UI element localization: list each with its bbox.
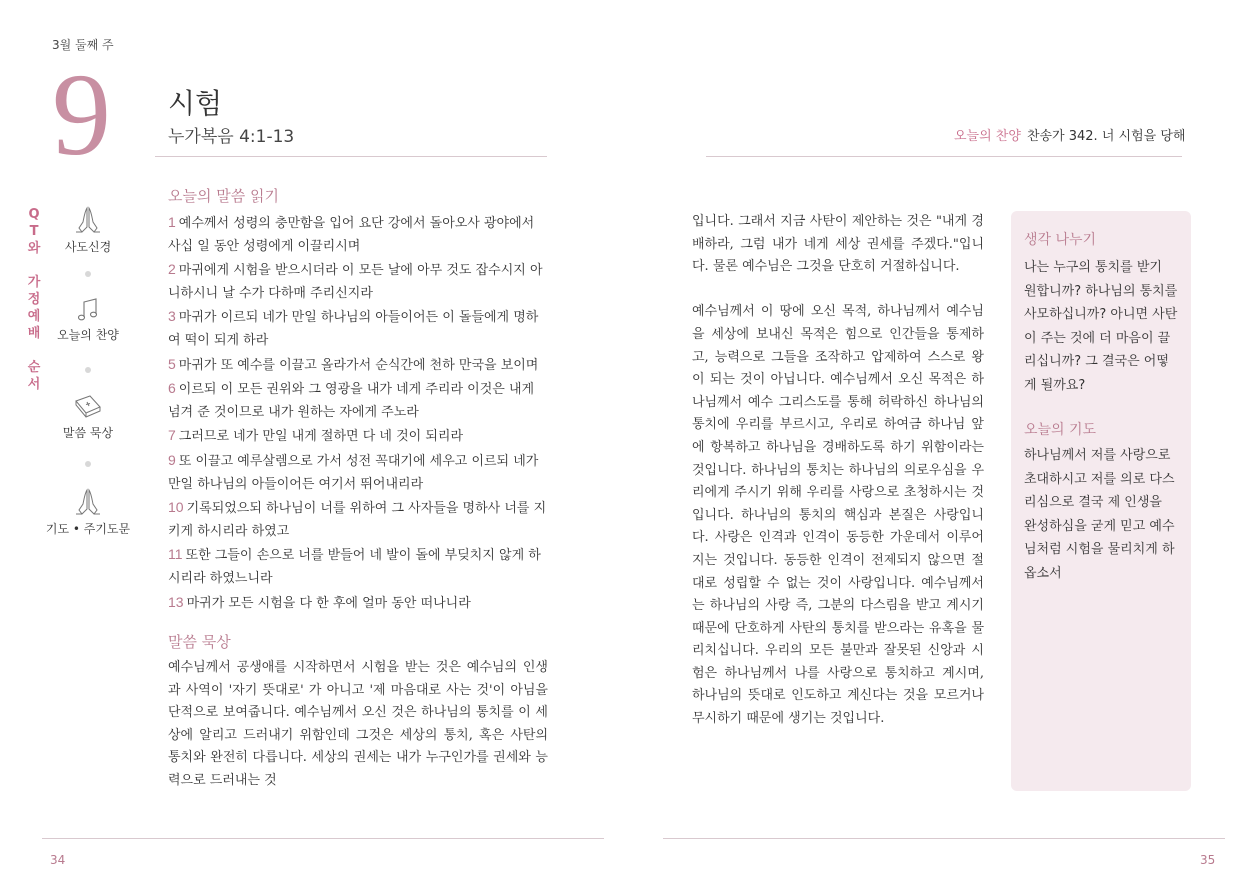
meditation-continued: [692, 211, 984, 731]
verse-text: 이르되 이 모든 권위와 그 영광을 내가 네게 주리라 이것은 내게 넘겨 준 것이므로 내가 원하는 자에게 주노라: [168, 382, 535, 420]
side-item-hymn: [38, 297, 138, 343]
share-heading: 생각 나누기: [1024, 232, 1097, 248]
verse-number: 11: [168, 546, 183, 563]
verse-text: 마귀가 모든 시험을 다 한 후에 얼마 동안 떠나니라: [186, 595, 471, 611]
reading-heading: 오늘의 말씀 읽기: [168, 187, 279, 205]
page-number-right: 35: [1200, 853, 1216, 867]
verse-number: 1: [168, 214, 176, 230]
side-label-char: T: [29, 224, 39, 239]
scripture-reference: 누가복음 4:1-13: [168, 127, 295, 147]
verse: [168, 543, 548, 590]
verse-list: [168, 211, 548, 615]
side-label-char: 정: [27, 292, 41, 307]
hymn-title: 찬송가 342. 너 시험을 당해: [1026, 129, 1186, 144]
footer-divider-left: [42, 838, 604, 839]
footer-divider-right: [663, 838, 1225, 839]
header-divider-right: [706, 156, 1182, 157]
verse: [168, 305, 548, 352]
side-label-char: 서: [27, 377, 41, 392]
verse-number: 6: [168, 380, 176, 397]
verse: [168, 496, 548, 543]
bible-icon: [73, 393, 103, 421]
week-label: 3월 둘째 주: [52, 38, 114, 52]
side-dot: [85, 271, 91, 277]
verse: [168, 258, 548, 305]
side-label-char: 와: [27, 241, 41, 256]
side-item-label: 오늘의 찬양: [57, 328, 119, 342]
prayer-heading: 오늘의 기도: [1024, 422, 1097, 438]
side-item-label: 기도 • 주기도문: [45, 522, 131, 536]
verse-number: 3: [168, 308, 176, 325]
verse-number: 7: [168, 427, 176, 444]
paragraph: 입니다. 그래서 지금 사탄이 제안하는 것은 "내게 경배하라, 그럼 내가 네게 세상 권세를 주겠다."입니다. 물론 예수님은 그것을 단호히 거절하십니다.: [692, 214, 984, 275]
side-dot: [85, 461, 91, 467]
side-item-prayer: [38, 487, 138, 537]
paragraph: 예수님께서 이 땅에 오신 목적, 하나님께서 예수님을 세상에 보내신 목적은 힘으로 인간들을 통제하고, 능력으로 그들을 조작하고 압제하여 스스로 왕이 되는 것이 아닙니다. 예수님께서 오신 목적은 하나님께서 예수 그리스도를 통해 허락하신 하나님의 통치에 우리를 부르시고, 우리로 하여금 하나님 앞에 항복하고 하나님을 경배하도록 하기 위함이라는 것입니다. 하나님의 통치는 하나님의 의로우심을 우리에게 주시기 위해 우리를 사랑으로 초청하시는 것입니다. 하나님의 통치의 핵심과 본질은 사랑입니다. 사랑은 인격과 인격이 동등한 가운데서 이루어지는 것입니다. 동등한 인격이 전제되지 않으면 절대로 성립할 수 없는 것이 사랑입니다. 예수님께서는 하나님의 사랑 즉, 그분의 다스림을 받고 계시기 때문에 단호하게 사탄의 통치를 받으라는 유혹을 물리치십니다. 우리의 모든 불만과 잘못된 신앙과 시험은 하나님께서 나를 사랑으로 통치하고 계시며, 하나님의 뜻대로 인도하고 계신다는 것을 모르거나 무시하기 때문에 생기는 것입니다.: [692, 304, 984, 727]
verse-text: 마귀가 이르되 네가 만일 하나님의 아들이어든 이 돌들에게 명하여 떡이 되게 하라: [168, 310, 539, 348]
verse: [168, 424, 548, 449]
todays-hymn: [954, 125, 1185, 144]
side-item-meditation: [38, 393, 138, 441]
verse-number: 10: [168, 499, 184, 516]
side-label-char: Q: [28, 207, 40, 222]
verse-text: 기록되었으되 하나님이 너를 위하여 그 사자들을 명하사 너를 지키게 하시리라 하였고: [168, 501, 547, 539]
verse: [168, 377, 548, 424]
side-label-char: 배: [27, 326, 41, 341]
prayer-text: 하나님께서 저를 사랑으로 초대하시고 저를 의로 다스리심으로 결국 제 인생을 완성하심을 굳게 믿고 예수님처럼 시험을 물리치게 하옵소서: [1024, 448, 1175, 581]
share-text: 나는 누구의 통치를 받기 원합니까? 하나님의 통치를 사모하십니까? 아니면 사탄이 주는 것에 더 마음이 끌리십니까? 그 결국은 어떻게 될까요?: [1024, 260, 1178, 393]
verse: [168, 211, 548, 258]
meditation-heading: 말씀 묵상: [168, 633, 231, 651]
verse-number: 13: [168, 593, 184, 610]
verse: [168, 449, 548, 496]
verse-number: 9: [168, 451, 176, 468]
page-number-left: 34: [50, 853, 66, 867]
side-label-char: 순: [27, 360, 41, 375]
verse: [168, 591, 548, 616]
meditation-text: 예수님께서 공생애를 시작하면서 시험을 받는 것은 예수님의 인생과 사역이 '자기 뜻대로' 가 아니고 '제 마음대로 사는 것'이 아님을 단적으로 보여줍니다. 예수님께서 오신 것은 하나님의 통치를 이 세상에 알리고 드러내기 위함인데 그것은 세상의 통치, 혹은 사탄의 통치와 완전히 다릅니다. 세상의 권세는 내가 누구인가를 권세와 능력으로 드러내는 것: [168, 660, 548, 788]
page-title: 시험: [168, 87, 223, 120]
verse-text: 또한 그들이 손으로 너를 받들어 네 발이 돌에 부딪치지 않게 하시리라 하였느니라: [168, 548, 541, 586]
side-dot: [85, 367, 91, 373]
side-label-char: 예: [27, 309, 41, 324]
verse-text: 그러므로 네가 만일 내게 절하면 다 네 것이 되리라: [178, 429, 464, 445]
day-number: 9: [52, 49, 111, 180]
verse-text: 마귀가 또 예수를 이끌고 올라가서 순식간에 천하 만국을 보이며: [178, 357, 539, 373]
music-note-icon: [76, 297, 100, 323]
side-item-label: 말씀 묵상: [62, 426, 114, 440]
verse-number: 5: [168, 355, 176, 372]
verse-text: 또 이끌고 예루살렘으로 가서 성전 꼭대기에 세우고 이르되 네가 만일 하나님의 아들이어든 여기서 뛰어내리라: [168, 453, 539, 492]
side-label-char: 가: [27, 275, 41, 290]
side-item-label: 사도신경: [64, 240, 112, 254]
header-divider-left: [155, 156, 547, 157]
praying-hands-icon: [74, 487, 102, 517]
praying-hands-icon: [74, 205, 102, 235]
verse-text: 마귀에게 시험을 받으시더라 이 모든 날에 아무 것도 잡수시지 아니하시니 날 수가 다하매 주리신지라: [168, 263, 543, 301]
verse-number: 2: [168, 261, 176, 278]
hymn-label: 오늘의 찬양: [954, 129, 1021, 144]
side-item-creed: [38, 205, 138, 255]
verse-text: 예수께서 성령의 충만함을 입어 요단 강에서 돌아오사 광야에서 사십 일 동안 성령에게 이끌리시며: [168, 216, 535, 254]
verse: [168, 353, 548, 378]
